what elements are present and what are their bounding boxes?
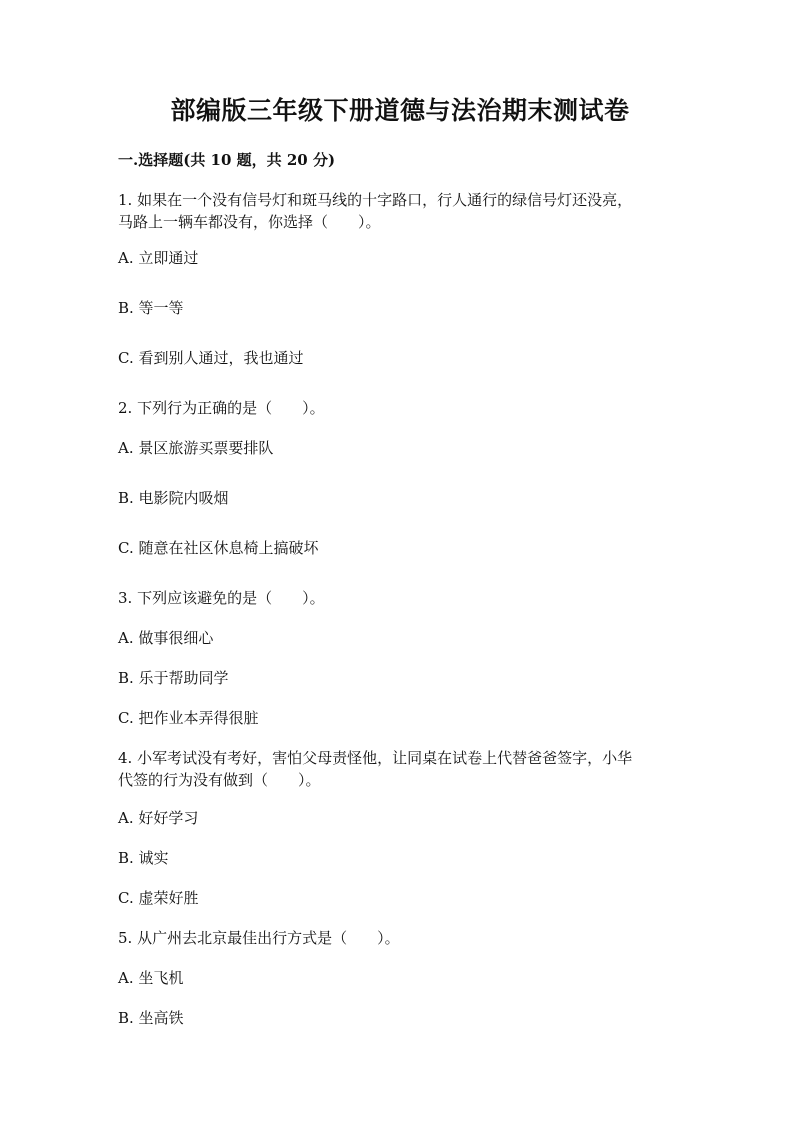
question-5-option-a: A. 坐飞机 xyxy=(118,969,184,987)
question-1-option-b: B. 等一等 xyxy=(118,299,184,317)
page-title: 部编版三年级下册道德与法治期末测试卷 xyxy=(170,96,630,125)
question-5-stem: 5. 从广州去北京最佳出行方式是（ ）。 xyxy=(118,929,400,947)
section-heading: 一.选择题(共 10 题，共 20 分) xyxy=(118,151,336,169)
question-2-option-b: B. 电影院内吸烟 xyxy=(118,489,229,507)
question-2-option-c: C. 随意在社区休息椅上搞破坏 xyxy=(118,539,319,557)
question-1-stem-line-1: 1. 如果在一个没有信号灯和斑马线的十字路口，行人通行的绿信号灯还没亮， xyxy=(118,191,633,209)
question-1-option-c: C. 看到别人通过，我也通过 xyxy=(118,349,304,367)
question-4-stem-line-1: 4. 小军考试没有考好，害怕父母责怪他，让同桌在试卷上代替爸爸签字，小华 xyxy=(118,749,633,767)
question-4-option-b: B. 诚实 xyxy=(118,849,169,867)
question-3-option-a: A. 做事很细心 xyxy=(118,629,214,647)
question-1-stem-line-2: 马路上一辆车都没有，你选择（ ）。 xyxy=(118,213,381,231)
question-3-option-b: B. 乐于帮助同学 xyxy=(118,669,229,687)
question-5-option-b: B. 坐高铁 xyxy=(118,1009,184,1027)
question-2-option-a: A. 景区旅游买票要排队 xyxy=(118,439,274,457)
question-1-option-a: A. 立即通过 xyxy=(118,249,199,267)
question-3-stem: 3. 下列应该避免的是（ ）。 xyxy=(118,589,325,607)
question-2-stem: 2. 下列行为正确的是（ ）。 xyxy=(118,399,325,417)
question-4-option-a: A. 好好学习 xyxy=(118,809,199,827)
question-4-option-c: C. 虚荣好胜 xyxy=(118,889,199,907)
question-4-stem-line-2: 代签的行为没有做到（ ）。 xyxy=(118,771,321,789)
question-3-option-c: C. 把作业本弄得很脏 xyxy=(118,709,259,727)
